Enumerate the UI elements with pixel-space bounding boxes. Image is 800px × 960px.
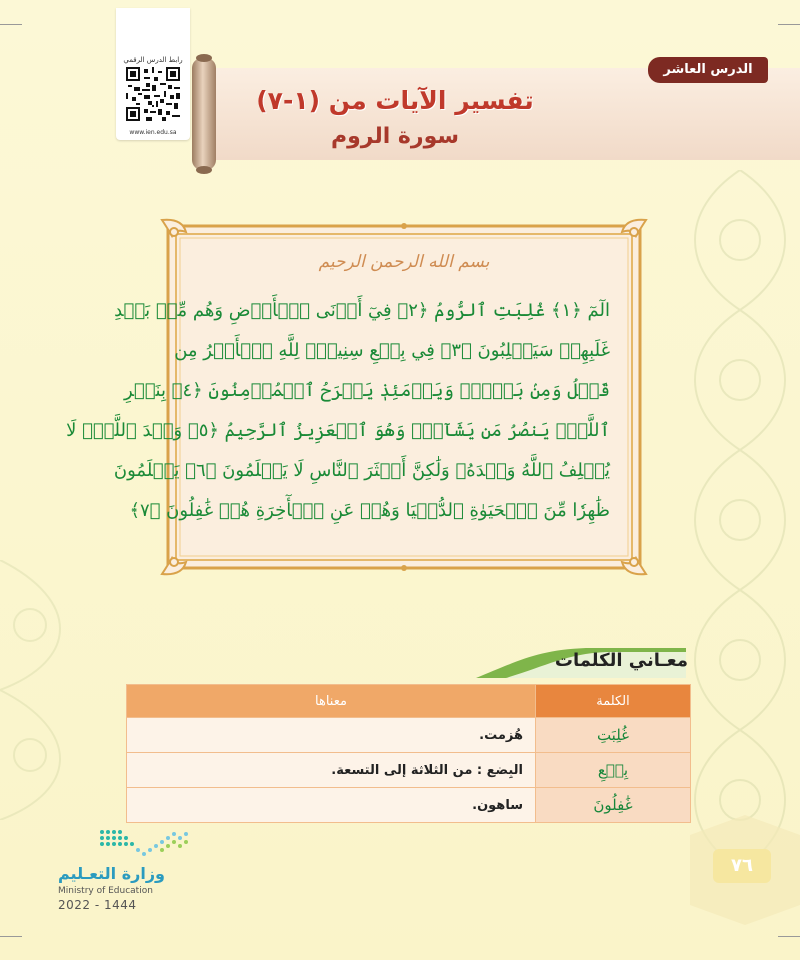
surah-name: سورة الروم	[330, 124, 460, 149]
qr-code-card[interactable]	[116, 8, 190, 140]
crop-mark	[0, 936, 22, 937]
lesson-number-tag: الدرس العاشر	[648, 57, 768, 83]
arabesque-decoration	[680, 170, 800, 870]
quran-verse-line: قَبۡلُ وَمِنۢ بَعۡدُۚ وَيَوۡمَئِذٖ يَفۡرَحُ ٱلۡمُؤۡمِنُونَ ﴿٤﴾ بِنَصۡرِ	[123, 380, 610, 401]
ministry-name-english: Ministry of Education	[58, 886, 153, 896]
word-meanings-table	[126, 684, 691, 823]
crop-mark	[0, 24, 22, 25]
table-row	[127, 788, 691, 823]
qr-label: رابط الدرس الرقمي	[123, 56, 183, 64]
quran-verse-line: يُخۡلِفُ ٱللَّهُ وَعۡدَهُۥ وَلَٰكِنَّ أَكۡثَرَ ٱلنَّاسِ لَا يَعۡلَمُونَ ﴿٦﴾ يَعۡلَمُونَ	[113, 460, 610, 481]
meaning-cell: هُزمت.	[127, 718, 536, 753]
table-row	[127, 753, 691, 788]
word-cell: بِضۡعِ	[536, 753, 691, 788]
column-header-meaning: معناها	[127, 685, 536, 718]
page-number: ٧٦	[713, 849, 771, 883]
qr-code-icon	[126, 67, 180, 121]
meaning-cell: البِضع : من الثلاثة إلى التسعة.	[127, 753, 536, 788]
scroll-roll-cap	[196, 54, 212, 62]
edition-year: 2022 - 1444	[58, 898, 137, 912]
column-header-word: الكلمة	[536, 685, 691, 718]
quran-verse-line: ظَٰهِرٗا مِّنَ ٱلۡحَيَوٰةِ ٱلدُّنۡيَا وَهُمۡ عَنِ ٱلۡأٓخِرَةِ هُمۡ غَٰفِلُونَ ﴿٧﴾	[129, 500, 610, 521]
scroll-roll-cap	[196, 166, 212, 174]
scroll-roll	[192, 58, 216, 170]
arabesque-decoration-left	[0, 560, 120, 820]
qr-url[interactable]: www.ien.edu.sa	[129, 129, 177, 136]
lesson-title: تفسير الآيات من (١-٧)	[256, 86, 534, 115]
table-header-row	[127, 685, 691, 718]
word-cell: غَٰفِلُونَ	[536, 788, 691, 823]
ministry-name-arabic: وزارة التعـليم	[58, 864, 165, 883]
word-cell: غُلِبَتِ	[536, 718, 691, 753]
quran-verse-line: الٓمٓ ﴿١﴾ غُلِبَتِ ٱلرُّومُ ﴿٢﴾ فِيٓ أَدۡنَى ٱلۡأَرۡضِ وَهُم مِّنۢ بَعۡدِ	[114, 300, 610, 321]
ministry-logo-icon	[98, 828, 192, 862]
word-meanings-heading: معـاني الكلمات	[554, 650, 688, 671]
quran-verse-line: غَلَبِهِمۡ سَيَغۡلِبُونَ ﴿٣﴾ فِي بِضۡعِ سِنِينَۗ لِلَّهِ ٱلۡأَمۡرُ مِن	[174, 340, 610, 361]
crop-mark	[778, 936, 800, 937]
table-row	[127, 718, 691, 753]
crop-mark	[778, 24, 800, 25]
quran-verse-line: ٱللَّهِۚ يَنصُرُ مَن يَشَآءُۖ وَهُوَ ٱلۡعَزِيزُ ٱلرَّحِيمُ ﴿٥﴾ وَعۡدَ ٱللَّهِۖ لَا	[66, 420, 610, 441]
basmala: بسم الله الرحمن الرحيم	[318, 252, 490, 272]
meaning-cell: ساهون.	[127, 788, 536, 823]
